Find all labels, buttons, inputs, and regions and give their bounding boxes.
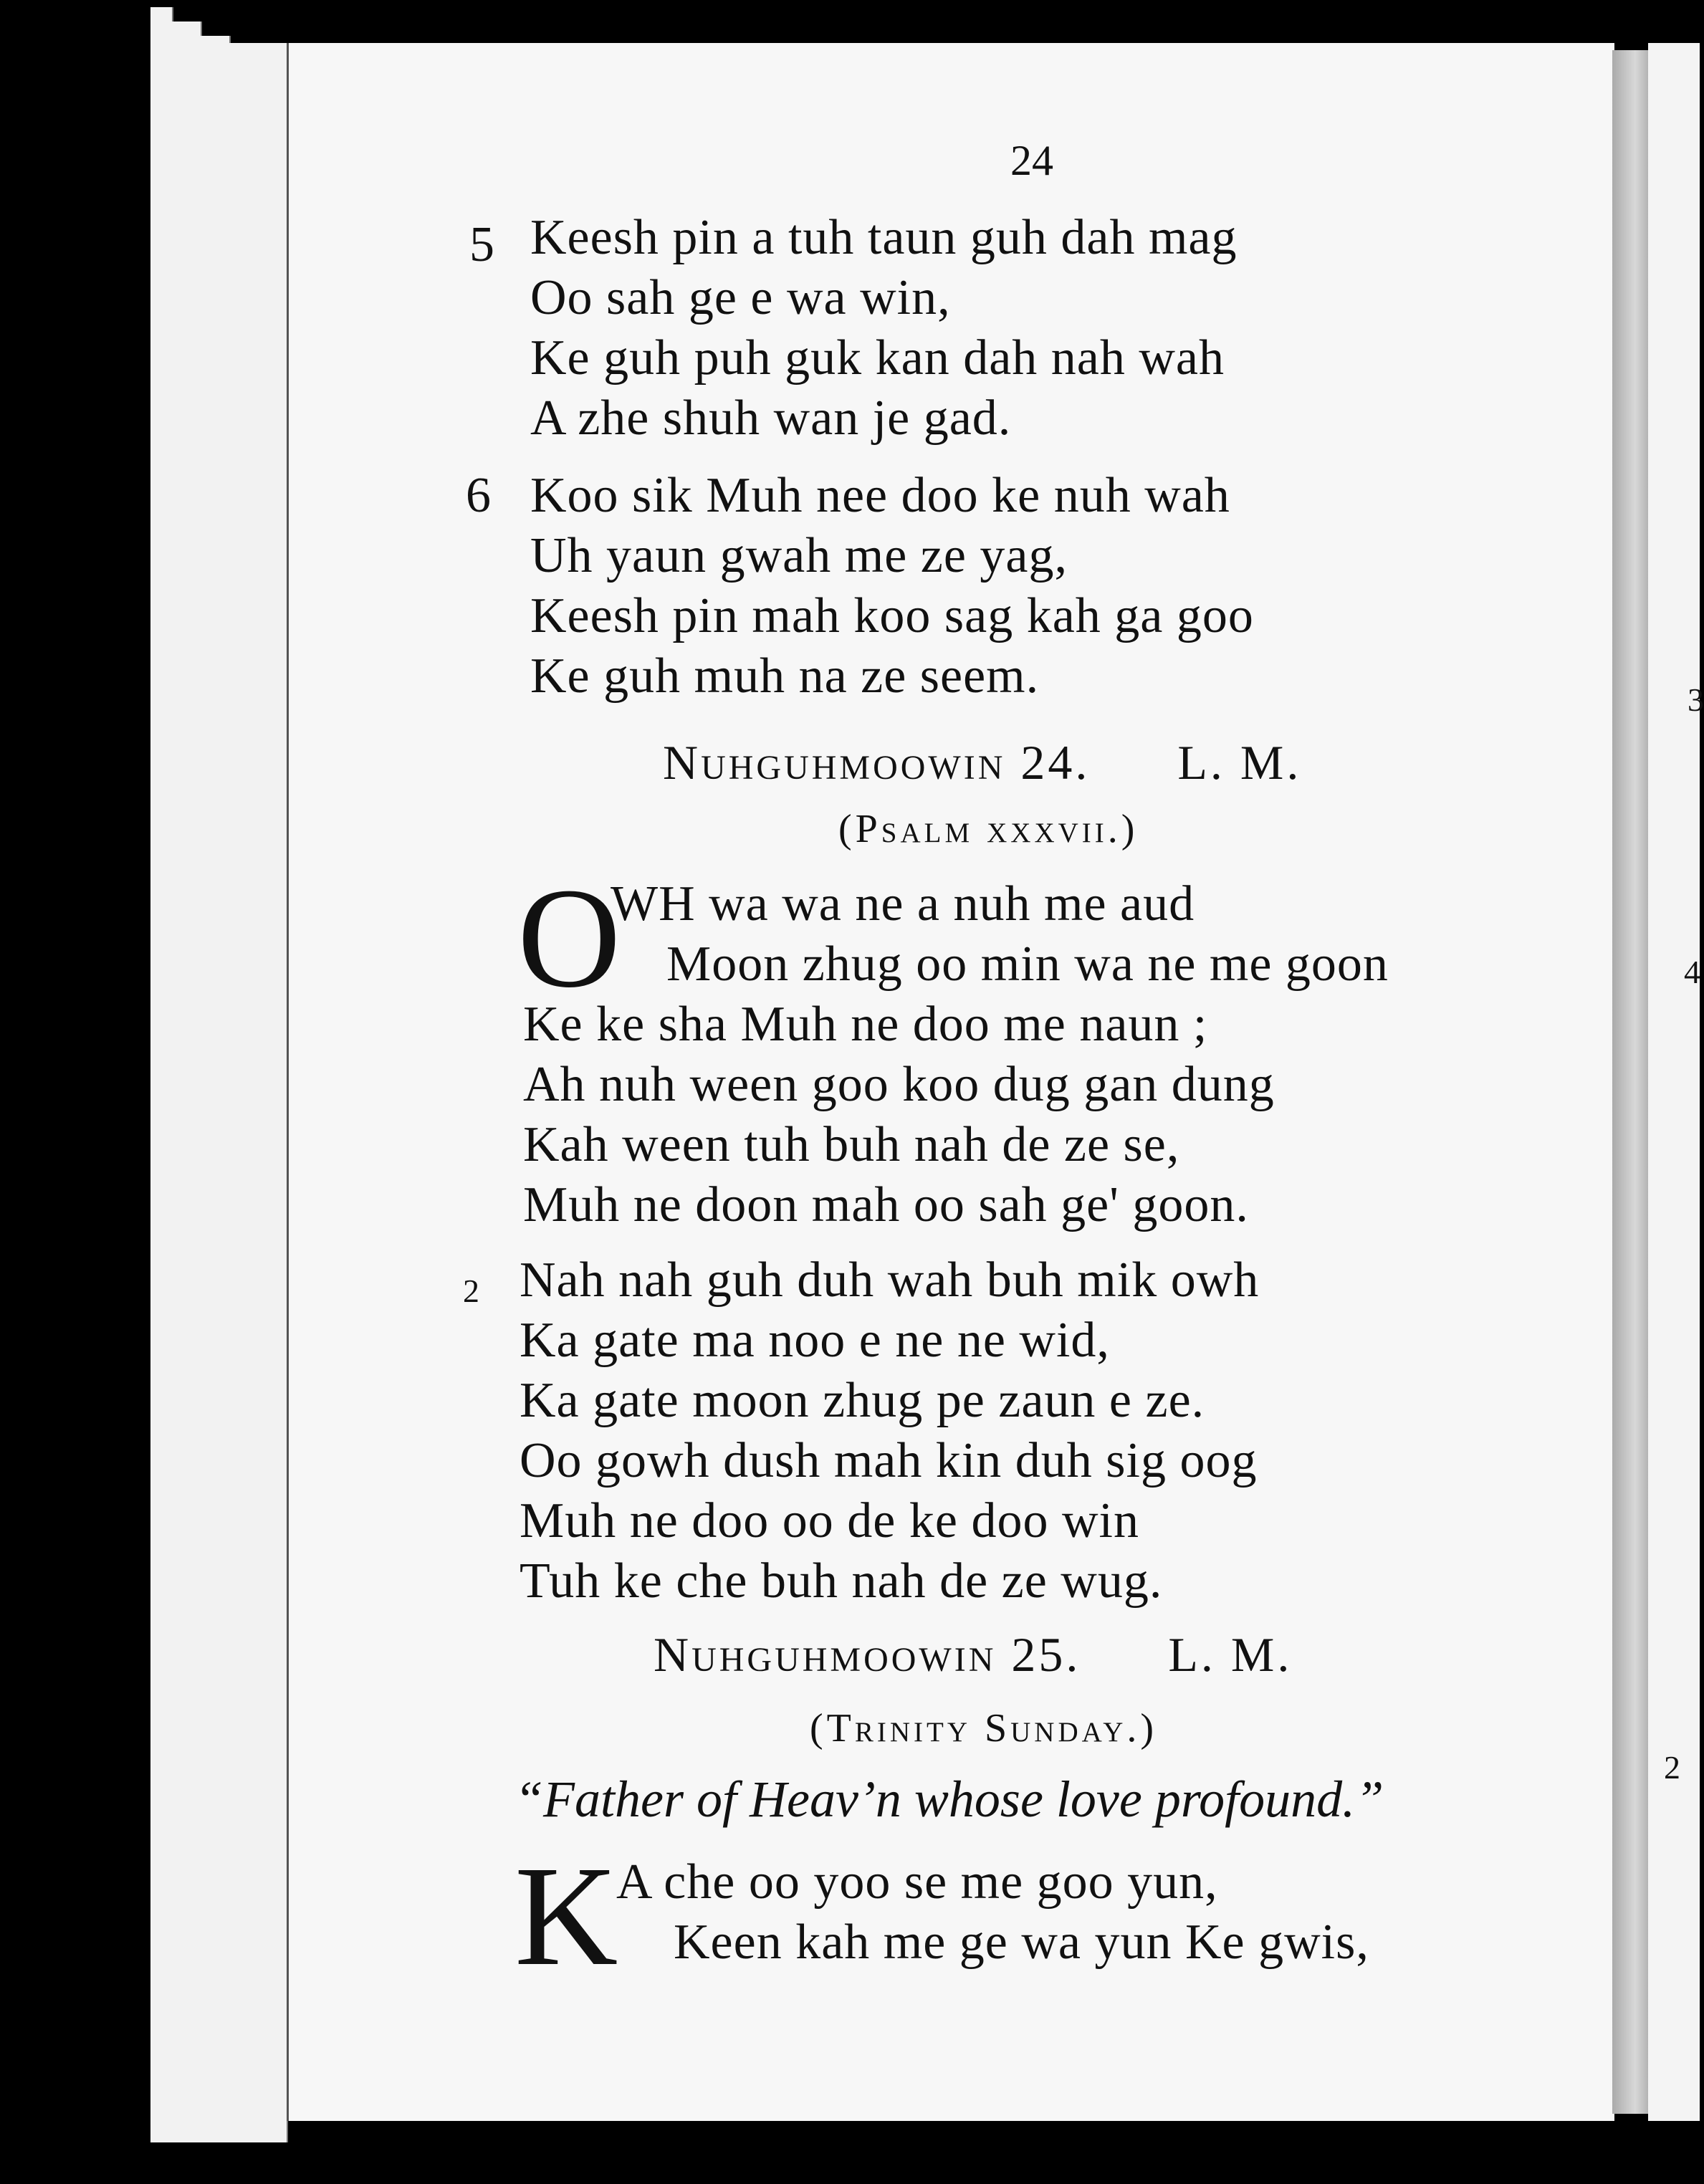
verse-line: Ka gate moon zhug pe zaun e ze. — [520, 1373, 1205, 1428]
hymn-24-stanza-2 — [520, 1250, 1259, 1611]
verse-line: Ka gate ma noo e ne ne wid, — [520, 1313, 1110, 1368]
facing-page-edge — [1648, 43, 1700, 2121]
page-edge — [150, 7, 173, 2184]
hymn-first-line: WH wa wa ne a nuh me aud — [611, 876, 1195, 931]
verse-number: 6 — [466, 468, 491, 523]
page-edge — [172, 21, 202, 2184]
hymn-subtitle: (Trinity Sunday.) — [810, 1706, 1158, 1750]
verse-line: Muh ne doon mah oo sah ge' goon. — [523, 1177, 1249, 1232]
verse-line: Tuh ke che buh nah de ze wug. — [520, 1553, 1163, 1609]
hymn-meter: L. M. — [1177, 735, 1302, 790]
facing-page-mark: 3 — [1688, 681, 1704, 718]
facing-page-mark: 4 — [1684, 954, 1700, 990]
verse-line: Keesh pin mah koo sag kah ga goo — [530, 588, 1254, 643]
drop-cap: O — [517, 859, 621, 1017]
verse-line: Ke guh puh guk kan dah nah wah — [530, 330, 1225, 385]
hymn-title: Nuhguhmoowin 25. — [654, 1627, 1081, 1682]
verse-line: A zhe shuh wan je gad. — [530, 391, 1012, 446]
verse-5 — [530, 208, 1238, 449]
bottom-border — [0, 2142, 1700, 2184]
page-edge — [258, 43, 288, 2184]
verse-line: Oo gowh dush mah kin duh sig oog — [520, 1433, 1258, 1488]
hymn-25-stanza-1 — [674, 1912, 1369, 1973]
verse-6 — [530, 466, 1254, 707]
verse-line: Koo sik Muh nee doo ke nuh wah — [530, 468, 1230, 523]
page-edge — [229, 43, 259, 2184]
hymn-first-line-title: “Father of Heav’n whose love profound.” — [514, 1771, 1384, 1828]
verse-line: Nah nah guh duh wah buh mik owh — [520, 1253, 1260, 1308]
verse-line: Keen kah me ge wa yun Ke gwis, — [674, 1915, 1369, 1970]
verse-number: 5 — [469, 217, 494, 272]
verse-line: Uh yaun gwah me ze yag, — [530, 528, 1068, 583]
verse-line: Keesh pin a tuh taun guh dah mag — [530, 210, 1238, 265]
hymn-first-line: A che oo yoo se me goo yun, — [616, 1854, 1218, 1910]
verse-line: Ke ke sha Muh ne doo me naun ; — [523, 997, 1208, 1052]
verse-line: Oo sah ge e wa win, — [530, 270, 951, 325]
verse-line: Ke guh muh na ze seem. — [530, 648, 1040, 704]
hymn-heading — [663, 734, 1301, 791]
hymn-subtitle: (Psalm xxxvii.) — [838, 807, 1139, 851]
hymn-title: Nuhguhmoowin 24. — [663, 735, 1091, 790]
page-edge — [201, 36, 231, 2184]
hymn-meter: L. M. — [1168, 1627, 1293, 1682]
verse-line: Kah ween tuh buh nah de ze se, — [523, 1117, 1180, 1172]
hymn-heading — [654, 1627, 1292, 1683]
hymn-24-stanza-1 — [523, 934, 1389, 1235]
verse-number: 2 — [463, 1273, 479, 1309]
verse-line: Muh ne doo oo de ke doo win — [520, 1493, 1139, 1548]
drop-cap: K — [514, 1837, 618, 1996]
page-number: 24 — [1010, 137, 1053, 184]
verse-line: Ah nuh ween goo koo dug gan dung — [523, 1057, 1275, 1112]
verse-line: Moon zhug oo min wa ne me goon — [666, 937, 1389, 992]
facing-page-mark: 2 — [1664, 1749, 1680, 1786]
